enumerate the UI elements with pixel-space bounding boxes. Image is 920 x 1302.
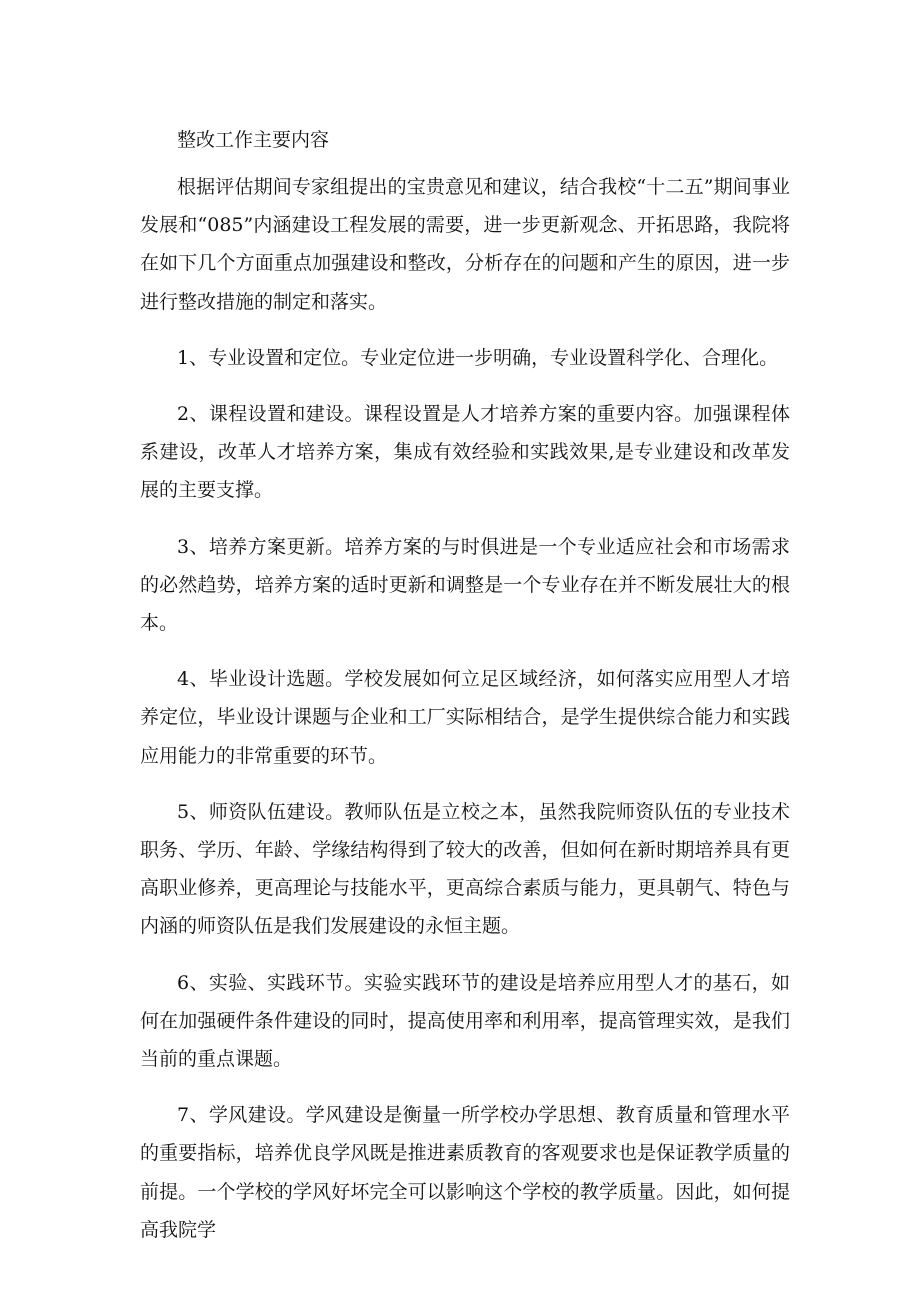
- document-title: 整改工作主要内容: [177, 129, 330, 151]
- paragraph-item-3: 3、培养方案更新。培养方案的与时俱进是一个专业适应社会和市场需求的必然趋势，培养方案的适时更新和调整是一个专业存在并不断发展壮大的根本。: [140, 535, 790, 635]
- paragraph-item-1: 1、专业设置和定位。专业定位进一步明确，专业设置科学化、合理化。: [177, 346, 779, 369]
- paragraph-item-4: 4、毕业设计选题。学校发展如何立足区域经济，如何落实应用型人才培养定位，毕业设计课题与企业和工厂实际相结合，是学生提供综合能力和实践应用能力的非常重要的环节。: [140, 668, 790, 767]
- paragraph-item-5: 5、师资队伍建设。教师队伍是立校之本，虽然我院师资队伍的专业技术职务、学历、年龄、学缘结构得到了较大的改善，但如何在新时期培养具有更高职业修养，更高理论与技能水平，更高综合素质与能力，更具朝气、特色与内涵的师资队伍是我们发展建设的永恒主题。: [140, 800, 790, 938]
- paragraph-item-6: 6、实验、实践环节。实验实践环节的建设是培养应用型人才的基石，如何在加强硬件条件建设的同时，提高使用率和利用率，提高管理实效，是我们当前的重点课题。: [140, 971, 790, 1071]
- paragraph-item-7: 7、学风建设。学风建设是衡量一所学校办学思想、教育质量和管理水平的重要指标，培养优良学风既是推进素质教育的客观要求也是保证教学质量的前提。一个学校的学风好坏完全可以影响这个学校的教学质量。因此，如何提高我院学: [140, 1104, 790, 1241]
- intro-paragraph: 根据评估期间专家组提出的宝贵意见和建议，结合我校“十二五”期间事业发展和“085”内涵建设工程发展的需要，进一步更新观念、开拓思路，我院将在如下几个方面重点加强建设和整改，分析存在的问题和产生的原因，进一步进行整改措施的制定和落实。: [140, 176, 790, 313]
- document-body: [140, 112, 790, 1249]
- paragraph-item-2: 2、课程设置和建设。课程设置是人才培养方案的重要内容。加强课程体系建设，改革人才培养方案，集成有效经验和实践效果,是专业建设和改革发展的主要支撑。: [140, 403, 790, 502]
